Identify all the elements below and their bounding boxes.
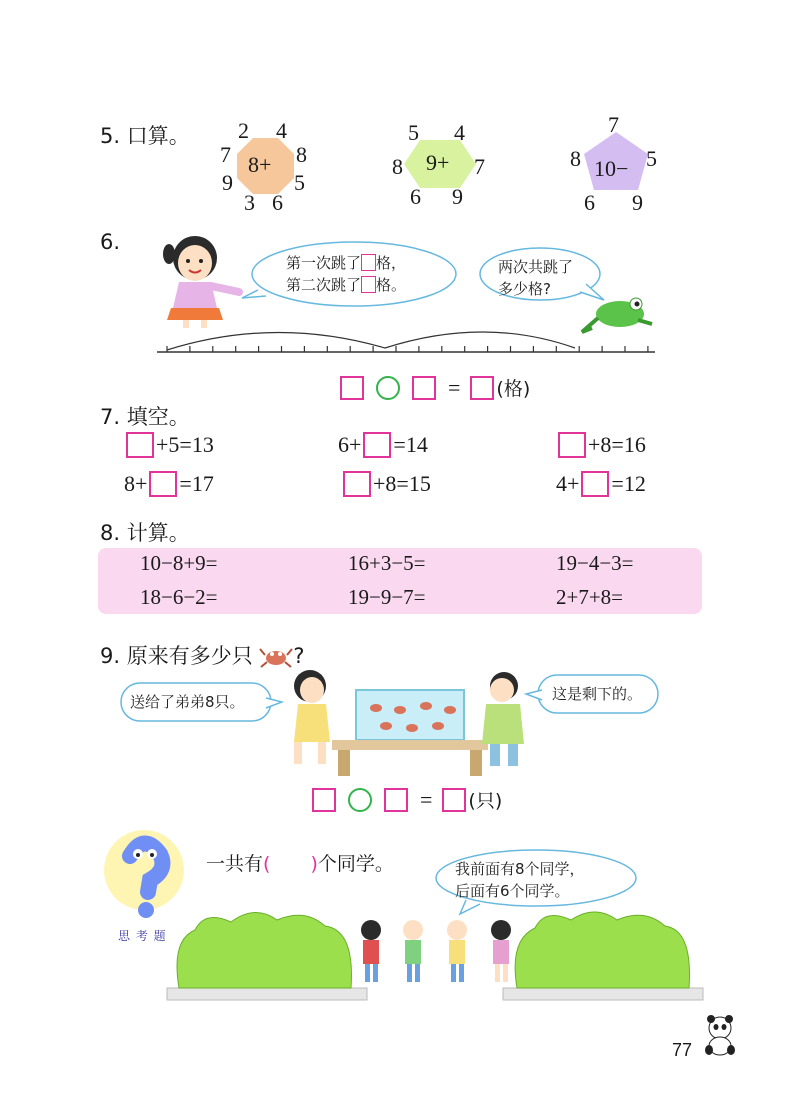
calc-expression: 18−6−2= (140, 585, 218, 609)
expr-part: 6+ (338, 432, 362, 457)
think-question (206, 849, 394, 876)
bubble-text: 两次共跳了 (498, 258, 574, 276)
answer-box[interactable] (361, 254, 376, 271)
pent-num: 8 (570, 146, 581, 171)
q9-label (100, 640, 305, 670)
hex-num: 5 (408, 120, 419, 145)
equals-sign: = (448, 374, 461, 400)
answer-box[interactable] (412, 376, 436, 400)
pent-num: 5 (646, 146, 657, 171)
hex-num: 4 (454, 120, 465, 145)
pentagon-10minus (566, 112, 676, 218)
answer-box[interactable] (126, 432, 154, 458)
calc-expression: 19−9−7= (348, 585, 426, 609)
q7-label: 7. 填空。 (100, 405, 190, 429)
hex-num: 8 (392, 154, 403, 179)
q6-equation (340, 374, 530, 401)
bubble-text: 第二次跳了 (286, 276, 362, 294)
crab-tank-scene (280, 660, 540, 780)
speech-bubble-gave: 送给了弟弟8只。 (130, 693, 245, 711)
hex-num: 6 (410, 184, 421, 209)
answer-box[interactable] (312, 788, 336, 812)
expr-part: 4+ (556, 471, 580, 496)
paren-open: ( (263, 853, 271, 875)
octagon-center: 8+ (248, 152, 272, 177)
answer-box[interactable] (558, 432, 586, 458)
speech-bubble-left: 这是剩下的。 (552, 685, 643, 703)
bubble-text: 第一次跳了 (286, 254, 362, 272)
expr-part: =12 (611, 471, 646, 496)
operator-circle[interactable] (348, 788, 372, 812)
calc-expression: 16+3−5= (348, 551, 426, 575)
answer-box[interactable] (343, 471, 371, 497)
oct-num: 2 (238, 118, 249, 143)
unit-label: (格) (496, 378, 531, 400)
paren-close: ) (310, 853, 318, 875)
pent-num: 9 (632, 190, 643, 215)
bushes-and-children (165, 900, 705, 1010)
bubble-text: 我前面有8个同学， (455, 860, 585, 878)
octagon-8plus (218, 116, 318, 216)
operator-circle[interactable] (376, 376, 400, 400)
expr-part: +8=16 (588, 432, 646, 457)
hexagon-9plus (390, 116, 500, 216)
oct-num: 7 (220, 142, 231, 167)
bubble-text: 格。 (376, 276, 407, 294)
fill-blank-item (124, 471, 214, 497)
fill-blank-item (341, 471, 431, 497)
answer-box[interactable] (363, 432, 391, 458)
answer-box[interactable] (340, 376, 364, 400)
hex-num: 7 (474, 154, 485, 179)
unit-label: (只) (468, 790, 503, 812)
bubble-text: 后面有6个同学。 (455, 882, 570, 900)
bubble-text: 多少格? (498, 280, 551, 298)
oct-num: 3 (244, 190, 255, 215)
speech-bubble-question (498, 256, 573, 300)
child-figures (361, 920, 511, 982)
calc-expression: 19−4−3= (556, 551, 634, 575)
equals-sign: = (420, 786, 433, 812)
think-text: 一共有 (206, 853, 264, 875)
oct-num: 9 (222, 170, 233, 195)
answer-box[interactable] (581, 471, 609, 497)
calc-expression: 10−8+9= (140, 551, 218, 575)
q5-label: 5. 口算。 (100, 124, 190, 148)
calc-expression: 2+7+8= (556, 585, 624, 609)
hex-num: 9 (452, 184, 463, 209)
panda-icon (700, 1012, 740, 1058)
page-number: 77 (672, 1040, 693, 1060)
oct-num: 8 (296, 142, 307, 167)
speech-bubble-jumps (286, 252, 406, 296)
q9-label-end: ? (293, 644, 305, 668)
q9-label-text: 9. 原来有多少只 (100, 644, 253, 668)
expr-part: =17 (179, 471, 214, 496)
pentagon-center: 10− (594, 156, 629, 181)
fill-blank-item (338, 432, 428, 458)
hexagon-center: 9+ (426, 150, 450, 175)
expr-part: =14 (393, 432, 428, 457)
answer-box[interactable] (442, 788, 466, 812)
think-text: 个同学。 (317, 853, 394, 875)
bubble-text: 格， (376, 254, 407, 272)
answer-box[interactable] (361, 276, 376, 293)
thinking-caption: 思 考 题 (118, 929, 167, 943)
q9-equation (312, 786, 502, 813)
expr-part: +8=15 (373, 471, 431, 496)
answer-box[interactable] (384, 788, 408, 812)
fill-blank-item (556, 432, 646, 458)
pent-num: 7 (608, 112, 619, 137)
q6-label: 6. (100, 230, 121, 254)
pent-num: 6 (584, 190, 595, 215)
number-line (155, 330, 660, 358)
fill-blank-item (124, 432, 214, 458)
q8-label: 8. 计算。 (100, 521, 190, 545)
oct-num: 5 (294, 170, 305, 195)
oct-num: 4 (276, 118, 287, 143)
expr-part: 8+ (124, 471, 148, 496)
speech-bubble-classmates (455, 858, 585, 902)
expr-part: +5=13 (156, 432, 214, 457)
fill-blank-item (556, 471, 646, 497)
oct-num: 6 (272, 190, 283, 215)
answer-box[interactable] (470, 376, 494, 400)
answer-box[interactable] (149, 471, 177, 497)
